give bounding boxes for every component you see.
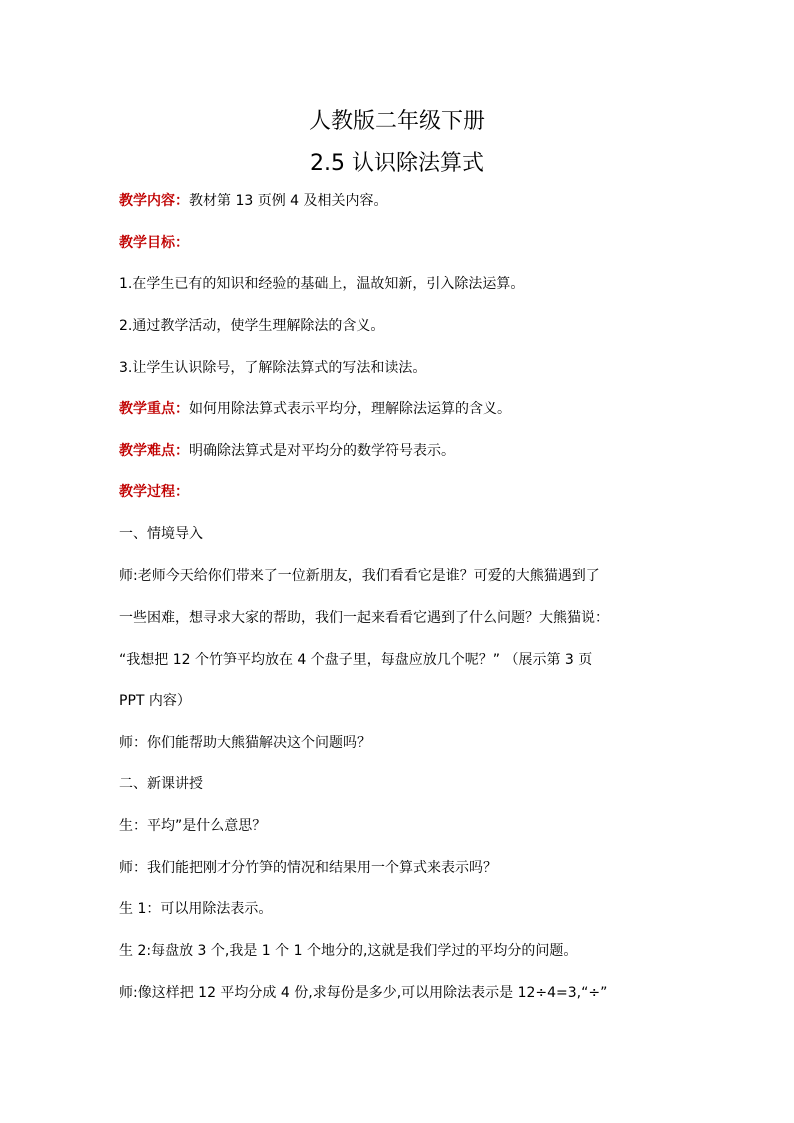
key-points-text: 如何用除法算式表示平均分，理解除法运算的含义。 [189, 401, 511, 417]
difficulties-label: 教学难点： [119, 443, 189, 459]
body-line: 生 1：可以用除法表示。 [119, 901, 273, 917]
teaching-goals-label: 教学目标： [119, 235, 189, 251]
teaching-content-label: 教学内容： [119, 193, 189, 209]
body-line: 师：你们能帮助大熊猫解决这个问题吗？ [119, 735, 371, 751]
key-points-label: 教学重点： [119, 401, 189, 417]
goal-item-3: 3.让学生认识除号，了解除法算式的写法和读法。 [119, 360, 427, 376]
teaching-content-text: 教材第 13 页例 4 及相关内容。 [189, 193, 388, 209]
body-line: 师:像这样把 12 平均分成 4 份,求每份是多少,可以用除法表示是 12÷4=3,“÷” [119, 985, 608, 1001]
key-points [119, 399, 511, 419]
section-heading-intro: 一、情境导入 [119, 526, 203, 542]
body-line: “我想把 12 个竹笋平均放在 4 个盘子里，每盘应放几个呢？” （展示第 3 页 [119, 652, 593, 668]
teaching-content [119, 191, 388, 211]
goal-item-2: 2.通过教学活动，使学生理解除法的含义。 [119, 318, 385, 334]
body-line: 师:老师今天给你们带来了一位新朋友，我们看看它是谁？可爱的大熊猫遇到了 [119, 568, 600, 584]
teaching-process [119, 482, 189, 502]
body-line: 生 2:每盘放 3 个,我是 1 个 1 个地分的,这就是我们学过的平均分的问题。 [119, 943, 578, 959]
body-line: 师：我们能把刚才分竹笋的情况和结果用一个算式来表示吗？ [119, 860, 497, 876]
section-heading-new-lesson: 二、新课讲授 [119, 776, 203, 792]
difficulties [119, 441, 455, 461]
body-line: PPT 内容） [119, 693, 191, 709]
teaching-goals [119, 233, 189, 253]
body-line: 一些困难，想寻求大家的帮助，我们一起来看看它遇到了什么问题？大熊猫说： [119, 610, 609, 626]
teaching-process-label: 教学过程： [119, 484, 189, 500]
lesson-title: 2.5 认识除法算式 [310, 151, 484, 176]
body-line: 生：平均”是什么意思？ [119, 818, 267, 834]
document-title: 人教版二年级下册 [308, 109, 485, 134]
goal-item-1: 1.在学生已有的知识和经验的基础上，温故知新，引入除法运算。 [119, 276, 525, 292]
difficulties-text: 明确除法算式是对平均分的数学符号表示。 [189, 443, 455, 459]
